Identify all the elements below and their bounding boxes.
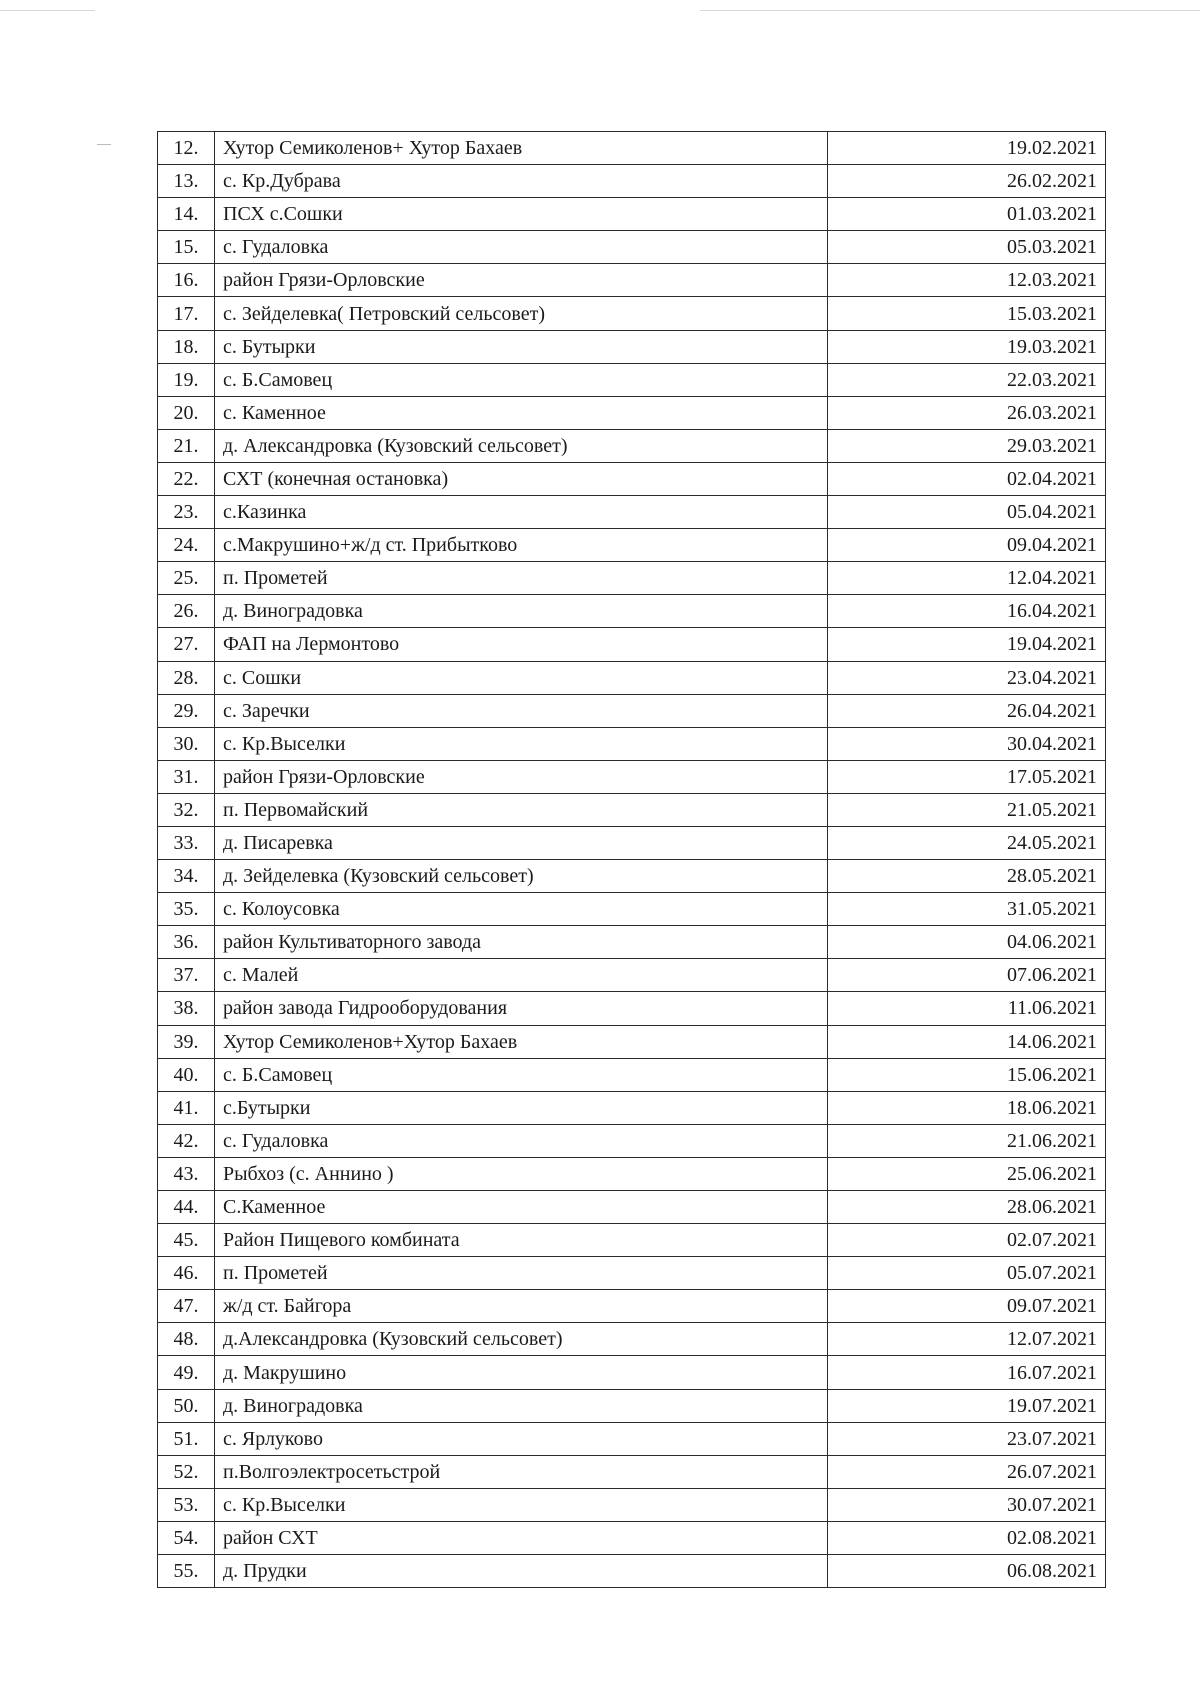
table-row: [158, 264, 1106, 297]
place-cell: д. Виноградовка: [215, 1389, 828, 1422]
table-row: [158, 1290, 1106, 1323]
date-cell: 16.07.2021: [828, 1356, 1106, 1389]
date-cell: 23.07.2021: [828, 1422, 1106, 1455]
scan-edge-mark: [0, 10, 95, 11]
table-row: [158, 429, 1106, 462]
row-number-cell: 30.: [158, 727, 215, 760]
row-number-cell: 53.: [158, 1488, 215, 1521]
place-cell: с.Казинка: [215, 496, 828, 529]
place-cell: Рыбхоз (с. Аннино ): [215, 1157, 828, 1190]
date-cell: 21.06.2021: [828, 1124, 1106, 1157]
scan-edge-mark: [700, 10, 1200, 11]
place-cell: п. Прометей: [215, 562, 828, 595]
table-row: [158, 595, 1106, 628]
table-row: [158, 1356, 1106, 1389]
date-cell: 26.02.2021: [828, 165, 1106, 198]
date-cell: 28.05.2021: [828, 860, 1106, 893]
date-cell: 18.06.2021: [828, 1091, 1106, 1124]
table-row: [158, 1455, 1106, 1488]
date-cell: 05.04.2021: [828, 496, 1106, 529]
place-cell: С.Каменное: [215, 1191, 828, 1224]
row-number-cell: 48.: [158, 1323, 215, 1356]
place-cell: район Грязи-Орловские: [215, 264, 828, 297]
table-row: [158, 1091, 1106, 1124]
date-cell: 15.03.2021: [828, 297, 1106, 330]
row-number-cell: 38.: [158, 992, 215, 1025]
table-row: [158, 562, 1106, 595]
row-number-cell: 26.: [158, 595, 215, 628]
table-row: [158, 1191, 1106, 1224]
table-row: [158, 198, 1106, 231]
row-number-cell: 33.: [158, 826, 215, 859]
date-cell: 12.04.2021: [828, 562, 1106, 595]
place-cell: Район Пищевого комбината: [215, 1224, 828, 1257]
place-cell: с. Кр.Дубрава: [215, 165, 828, 198]
row-number-cell: 14.: [158, 198, 215, 231]
row-number-cell: 44.: [158, 1191, 215, 1224]
place-cell: п.Волгоэлектросетьстрой: [215, 1455, 828, 1488]
table-row: [158, 1157, 1106, 1190]
date-cell: 26.07.2021: [828, 1455, 1106, 1488]
row-number-cell: 36.: [158, 926, 215, 959]
date-cell: 12.07.2021: [828, 1323, 1106, 1356]
place-cell: п. Прометей: [215, 1257, 828, 1290]
date-cell: 24.05.2021: [828, 826, 1106, 859]
date-cell: 02.07.2021: [828, 1224, 1106, 1257]
place-cell: д. Зейделевка (Кузовский сельсовет): [215, 860, 828, 893]
place-cell: с. Б.Самовец: [215, 1058, 828, 1091]
row-number-cell: 23.: [158, 496, 215, 529]
row-number-cell: 18.: [158, 330, 215, 363]
row-number-cell: 25.: [158, 562, 215, 595]
schedule-table-body: [158, 132, 1106, 1588]
date-cell: 11.06.2021: [828, 992, 1106, 1025]
place-cell: район завода Гидрооборудования: [215, 992, 828, 1025]
table-row: [158, 694, 1106, 727]
table-row: [158, 959, 1106, 992]
place-cell: д. Виноградовка: [215, 595, 828, 628]
date-cell: 02.08.2021: [828, 1521, 1106, 1554]
table-row: [158, 297, 1106, 330]
place-cell: ж/д ст. Байгора: [215, 1290, 828, 1323]
place-cell: с. Гудаловка: [215, 1124, 828, 1157]
date-cell: 19.03.2021: [828, 330, 1106, 363]
date-cell: 01.03.2021: [828, 198, 1106, 231]
row-number-cell: 13.: [158, 165, 215, 198]
place-cell: с. Б.Самовец: [215, 363, 828, 396]
schedule-table: [157, 131, 1106, 1588]
row-number-cell: 42.: [158, 1124, 215, 1157]
place-cell: с. Кр.Выселки: [215, 1488, 828, 1521]
row-number-cell: 51.: [158, 1422, 215, 1455]
table-row: [158, 826, 1106, 859]
date-cell: 28.06.2021: [828, 1191, 1106, 1224]
date-cell: 21.05.2021: [828, 793, 1106, 826]
date-cell: 29.03.2021: [828, 429, 1106, 462]
date-cell: 19.07.2021: [828, 1389, 1106, 1422]
date-cell: 16.04.2021: [828, 595, 1106, 628]
row-number-cell: 12.: [158, 132, 215, 165]
table-row: [158, 330, 1106, 363]
row-number-cell: 39.: [158, 1025, 215, 1058]
row-number-cell: 22.: [158, 462, 215, 495]
table-row: [158, 1389, 1106, 1422]
table-row: [158, 661, 1106, 694]
date-cell: 05.07.2021: [828, 1257, 1106, 1290]
place-cell: с. Каменное: [215, 396, 828, 429]
date-cell: 31.05.2021: [828, 893, 1106, 926]
table-row: [158, 992, 1106, 1025]
table-row: [158, 1488, 1106, 1521]
row-number-cell: 43.: [158, 1157, 215, 1190]
row-number-cell: 37.: [158, 959, 215, 992]
row-number-cell: 16.: [158, 264, 215, 297]
row-number-cell: 40.: [158, 1058, 215, 1091]
date-cell: 17.05.2021: [828, 760, 1106, 793]
row-number-cell: 52.: [158, 1455, 215, 1488]
table-row: [158, 1422, 1106, 1455]
date-cell: 19.02.2021: [828, 132, 1106, 165]
place-cell: с. Сошки: [215, 661, 828, 694]
row-number-cell: 27.: [158, 628, 215, 661]
place-cell: д.Александровка (Кузовский сельсовет): [215, 1323, 828, 1356]
table-row: [158, 132, 1106, 165]
row-number-cell: 45.: [158, 1224, 215, 1257]
place-cell: с. Бутырки: [215, 330, 828, 363]
place-cell: район Грязи-Орловские: [215, 760, 828, 793]
date-cell: 26.03.2021: [828, 396, 1106, 429]
date-cell: 23.04.2021: [828, 661, 1106, 694]
row-number-cell: 50.: [158, 1389, 215, 1422]
table-row: [158, 727, 1106, 760]
place-cell: д. Александровка (Кузовский сельсовет): [215, 429, 828, 462]
place-cell: район Культиваторного завода: [215, 926, 828, 959]
date-cell: 22.03.2021: [828, 363, 1106, 396]
place-cell: с. Гудаловка: [215, 231, 828, 264]
table-row: [158, 926, 1106, 959]
place-cell: Хутор Семиколенов+Хутор Бахаев: [215, 1025, 828, 1058]
place-cell: с. Ярлуково: [215, 1422, 828, 1455]
place-cell: Хутор Семиколенов+ Хутор Бахаев: [215, 132, 828, 165]
place-cell: п. Первомайский: [215, 793, 828, 826]
row-number-cell: 19.: [158, 363, 215, 396]
row-number-cell: 49.: [158, 1356, 215, 1389]
row-number-cell: 31.: [158, 760, 215, 793]
row-number-cell: 46.: [158, 1257, 215, 1290]
date-cell: 04.06.2021: [828, 926, 1106, 959]
scan-margin-mark: [97, 144, 111, 145]
date-cell: 30.04.2021: [828, 727, 1106, 760]
row-number-cell: 47.: [158, 1290, 215, 1323]
row-number-cell: 24.: [158, 529, 215, 562]
table-row: [158, 893, 1106, 926]
date-cell: 19.04.2021: [828, 628, 1106, 661]
date-cell: 09.04.2021: [828, 529, 1106, 562]
table-row: [158, 1124, 1106, 1157]
place-cell: с. Кр.Выселки: [215, 727, 828, 760]
table-row: [158, 1025, 1106, 1058]
date-cell: 07.06.2021: [828, 959, 1106, 992]
place-cell: с.Макрушино+ж/д ст. Прибытково: [215, 529, 828, 562]
place-cell: район СХТ: [215, 1521, 828, 1554]
table-row: [158, 628, 1106, 661]
place-cell: д. Писаревка: [215, 826, 828, 859]
row-number-cell: 15.: [158, 231, 215, 264]
table-row: [158, 363, 1106, 396]
table-row: [158, 1058, 1106, 1091]
row-number-cell: 35.: [158, 893, 215, 926]
table-row: [158, 165, 1106, 198]
place-cell: СХТ (конечная остановка): [215, 462, 828, 495]
date-cell: 05.03.2021: [828, 231, 1106, 264]
table-row: [158, 496, 1106, 529]
table-row: [158, 760, 1106, 793]
table-row: [158, 793, 1106, 826]
place-cell: с. Заречки: [215, 694, 828, 727]
date-cell: 02.04.2021: [828, 462, 1106, 495]
place-cell: ФАП на Лермонтово: [215, 628, 828, 661]
place-cell: д. Макрушино: [215, 1356, 828, 1389]
date-cell: 06.08.2021: [828, 1555, 1106, 1588]
table-row: [158, 529, 1106, 562]
table-row: [158, 1323, 1106, 1356]
place-cell: с. Малей: [215, 959, 828, 992]
row-number-cell: 28.: [158, 661, 215, 694]
row-number-cell: 29.: [158, 694, 215, 727]
table-row: [158, 1521, 1106, 1554]
date-cell: 25.06.2021: [828, 1157, 1106, 1190]
row-number-cell: 20.: [158, 396, 215, 429]
row-number-cell: 54.: [158, 1521, 215, 1554]
row-number-cell: 55.: [158, 1555, 215, 1588]
date-cell: 12.03.2021: [828, 264, 1106, 297]
table-row: [158, 1257, 1106, 1290]
row-number-cell: 17.: [158, 297, 215, 330]
row-number-cell: 21.: [158, 429, 215, 462]
place-cell: с. Колоусовка: [215, 893, 828, 926]
row-number-cell: 41.: [158, 1091, 215, 1124]
place-cell: ПСХ с.Сошки: [215, 198, 828, 231]
table-row: [158, 396, 1106, 429]
table-row: [158, 231, 1106, 264]
place-cell: д. Прудки: [215, 1555, 828, 1588]
table-row: [158, 1224, 1106, 1257]
place-cell: с. Зейделевка( Петровский сельсовет): [215, 297, 828, 330]
row-number-cell: 34.: [158, 860, 215, 893]
table-row: [158, 462, 1106, 495]
date-cell: 09.07.2021: [828, 1290, 1106, 1323]
table-row: [158, 1555, 1106, 1588]
row-number-cell: 32.: [158, 793, 215, 826]
date-cell: 14.06.2021: [828, 1025, 1106, 1058]
date-cell: 15.06.2021: [828, 1058, 1106, 1091]
place-cell: с.Бутырки: [215, 1091, 828, 1124]
table-row: [158, 860, 1106, 893]
date-cell: 26.04.2021: [828, 694, 1106, 727]
date-cell: 30.07.2021: [828, 1488, 1106, 1521]
